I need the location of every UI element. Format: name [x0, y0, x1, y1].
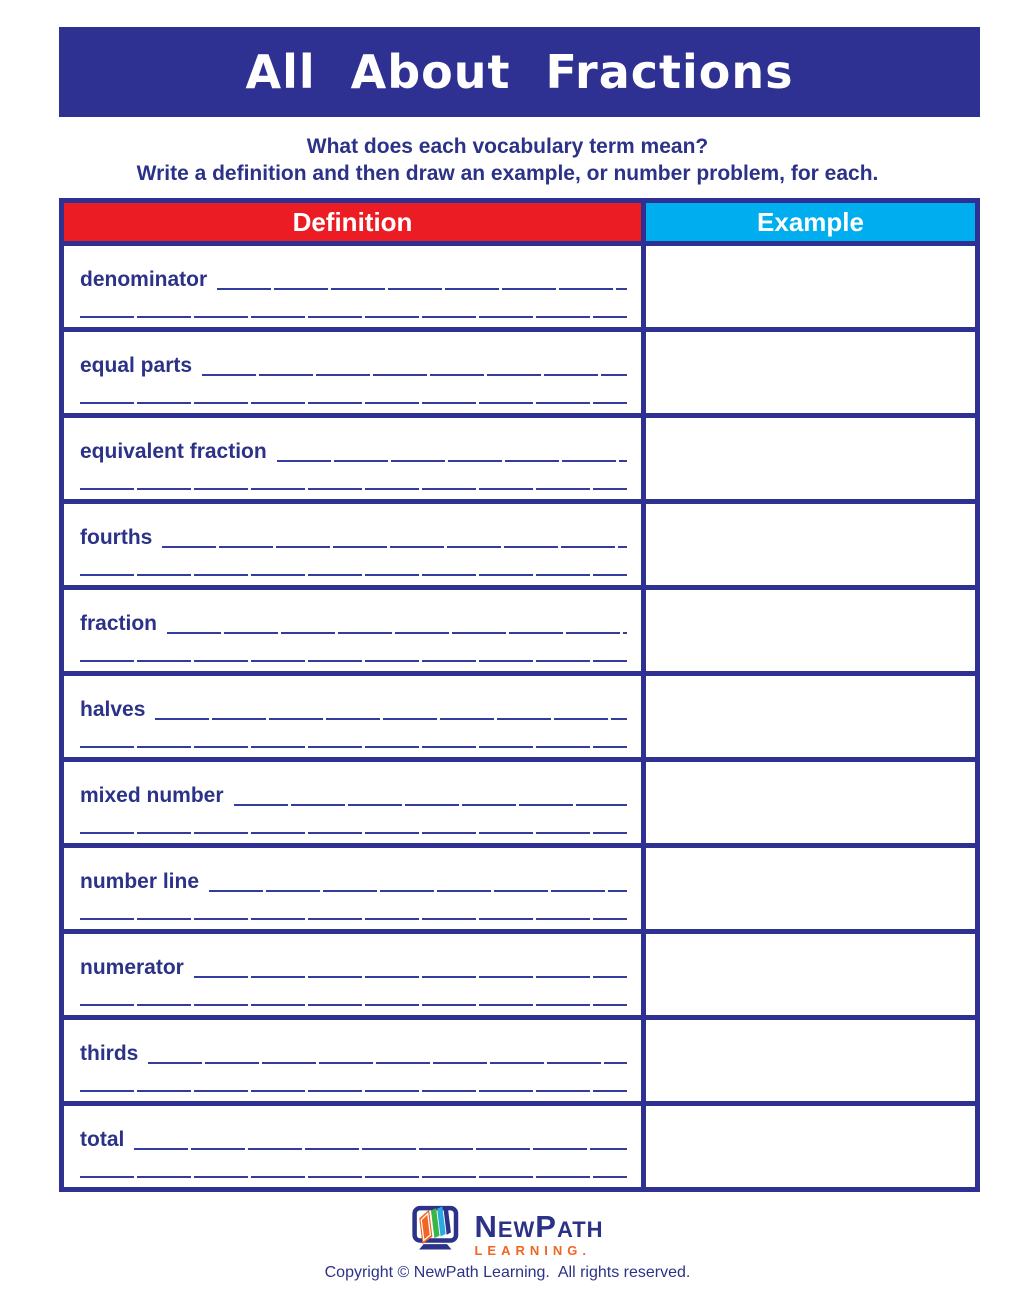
newpath-logo-text — [474, 1209, 604, 1258]
term-label: mixed number — [80, 784, 224, 807]
definition-blank-line — [202, 374, 627, 376]
definition-blank-line — [162, 546, 627, 548]
definition-cell — [59, 757, 646, 848]
definition-cell — [59, 671, 646, 762]
vocab-row — [59, 585, 980, 676]
example-cell — [641, 1101, 980, 1192]
definition-cell — [59, 499, 646, 590]
vocab-row — [59, 1015, 980, 1106]
newpath-logo — [411, 1201, 603, 1258]
definition-blank-line — [148, 1062, 627, 1064]
instructions — [0, 133, 1015, 187]
term-label: thirds — [80, 1042, 139, 1065]
term-label: equal parts — [80, 354, 193, 377]
copyright-text: Copyright © NewPath Learning. All rights reserved. — [324, 1264, 691, 1281]
page-title: All About Fractions — [245, 45, 794, 99]
definition-blank-line — [80, 316, 627, 318]
definition-blank-line — [234, 804, 627, 806]
definition-cell — [59, 327, 646, 418]
vocab-row — [59, 327, 980, 418]
vocab-row — [59, 1101, 980, 1192]
definition-blank-line — [80, 918, 627, 920]
definition-blank-line — [80, 746, 627, 748]
example-cell — [641, 499, 980, 590]
definition-blank-line — [80, 1004, 627, 1006]
definition-blank-line — [80, 1176, 627, 1178]
vocab-row — [59, 241, 980, 332]
definition-blank-line — [167, 632, 627, 634]
term-label: fraction — [80, 612, 158, 635]
instruction-line-1: What does each vocabulary term mean? — [306, 135, 709, 158]
term-label: fourths — [80, 526, 153, 549]
definition-blank-line — [80, 832, 627, 834]
definition-blank-line — [80, 574, 627, 576]
title-banner — [59, 27, 980, 117]
term-label: denominator — [80, 268, 208, 291]
example-column-header — [641, 198, 980, 246]
logo-subtitle: LEARNING. — [474, 1243, 591, 1258]
example-cell — [641, 671, 980, 762]
vocabulary-table — [59, 198, 980, 1192]
definition-blank-line — [194, 976, 627, 978]
definition-cell — [59, 1101, 646, 1192]
example-cell — [641, 241, 980, 332]
example-header-label: Example — [757, 206, 864, 237]
definition-column-header — [59, 198, 646, 246]
vocab-row — [59, 671, 980, 762]
definition-blank-line — [80, 1090, 627, 1092]
definition-blank-line — [80, 402, 627, 404]
logo-name: NewPath — [474, 1209, 604, 1244]
term-label: halves — [80, 698, 146, 721]
vocab-row — [59, 757, 980, 848]
vocab-row — [59, 929, 980, 1020]
definition-blank-line — [134, 1148, 627, 1150]
footer — [0, 1201, 1015, 1282]
definition-header-label: Definition — [292, 206, 413, 237]
definition-blank-line — [209, 890, 627, 892]
definition-blank-line — [217, 288, 627, 290]
definition-cell — [59, 413, 646, 504]
term-label: total — [80, 1128, 125, 1151]
example-cell — [641, 327, 980, 418]
example-cell — [641, 1015, 980, 1106]
definition-cell — [59, 843, 646, 934]
term-label: equivalent fraction — [80, 440, 267, 463]
definition-cell — [59, 241, 646, 332]
definition-cell — [59, 585, 646, 676]
vocab-row — [59, 499, 980, 590]
vocab-row — [59, 843, 980, 934]
example-cell — [641, 757, 980, 848]
term-label: numerator — [80, 956, 184, 979]
newpath-monitor-books-icon — [411, 1201, 465, 1258]
definition-cell — [59, 929, 646, 1020]
vocab-row — [59, 413, 980, 504]
instruction-line-2: Write a definition and then draw an example, or number problem, for each. — [136, 162, 879, 185]
definition-blank-line — [80, 660, 627, 662]
definition-blank-line — [155, 718, 627, 720]
definition-blank-line — [277, 460, 627, 462]
example-cell — [641, 585, 980, 676]
example-cell — [641, 413, 980, 504]
term-label: number line — [80, 870, 200, 893]
example-cell — [641, 929, 980, 1020]
definition-blank-line — [80, 488, 627, 490]
example-cell — [641, 843, 980, 934]
definition-cell — [59, 1015, 646, 1106]
table-header-row — [59, 198, 980, 246]
